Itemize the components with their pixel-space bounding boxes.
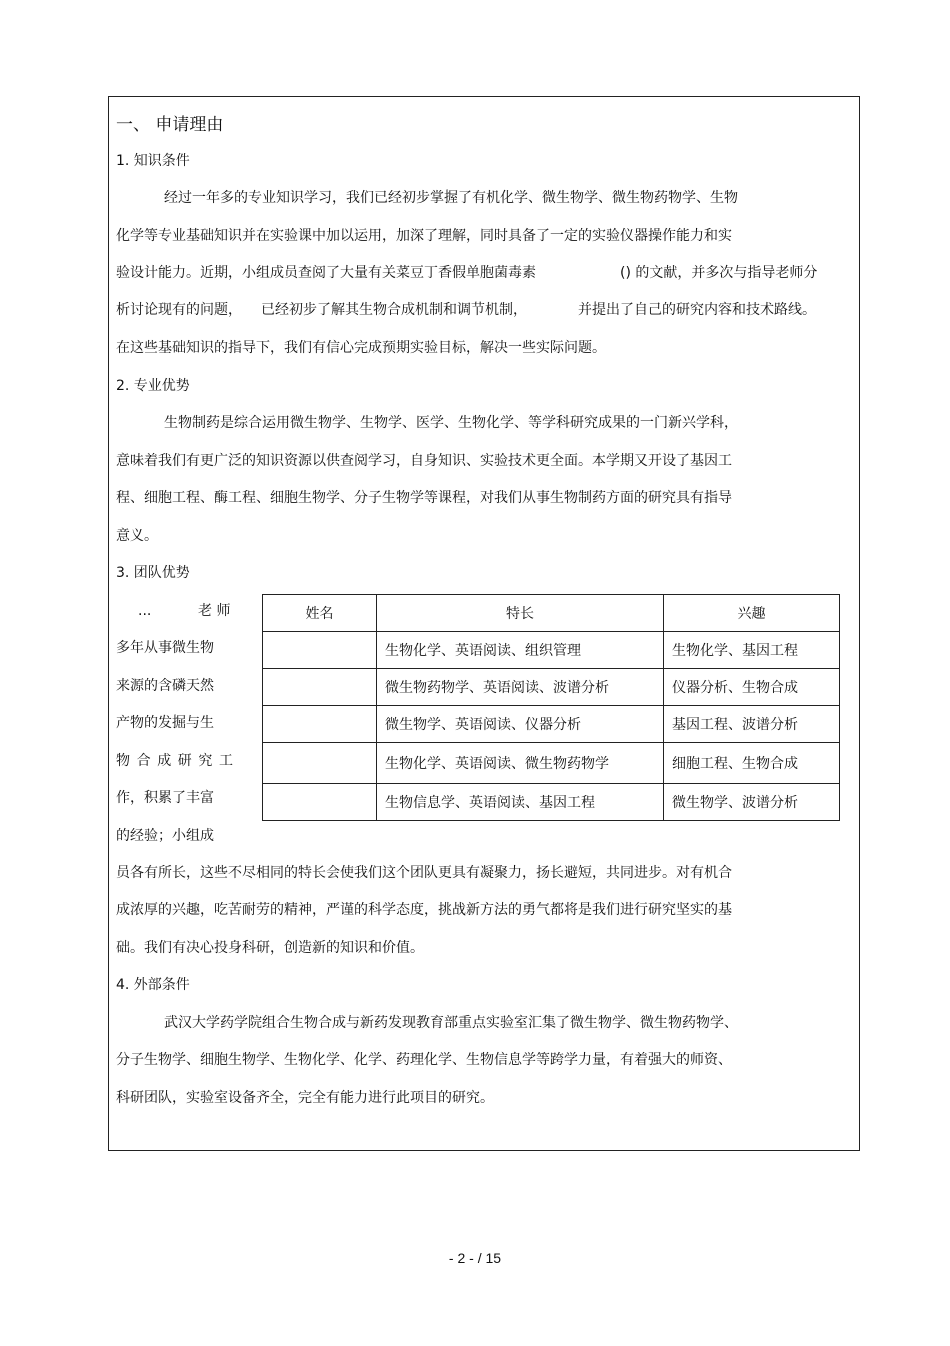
header-name: 姓名 bbox=[263, 595, 377, 632]
s3-side-char: 合 bbox=[136, 753, 151, 769]
cell-interest: 微生物学、波谱分析 bbox=[664, 784, 840, 821]
s3-after-line-3: 础。我们有决心投身科研，创造新的知识和价值。 bbox=[116, 940, 424, 956]
cell-name bbox=[263, 669, 377, 706]
table-row bbox=[263, 706, 840, 743]
cell-interest: 仪器分析、生物合成 bbox=[664, 669, 840, 706]
s3-heading: 3. 团队优势 bbox=[116, 565, 190, 581]
cell-specialty: 微生物药物学、英语阅读、波谱分析 bbox=[377, 669, 664, 706]
table-row bbox=[263, 784, 840, 821]
s1-line-4b: 已经初步了解其生物合成机制和调节机制， bbox=[261, 302, 527, 318]
s3-side-char: 研 bbox=[177, 753, 192, 769]
s1-line-3a: 验设计能力。近期，小组成员查阅了大量有关菜豆丁香假单胞菌毒素 bbox=[116, 265, 536, 281]
table-row bbox=[263, 743, 840, 784]
cell-name bbox=[263, 706, 377, 743]
s2-line-2: 意味着我们有更广泛的知识资源以供查阅学习，自身知识、实验技术更全面。本学期又开设了基因工 bbox=[116, 453, 732, 469]
cell-interest: 细胞工程、生物合成 bbox=[664, 743, 840, 784]
cell-specialty: 生物化学、英语阅读、组织管理 bbox=[377, 632, 664, 669]
s4-line-1: 武汉大学药学院组合生物合成与新药发现教育部重点实验室汇集了微生物学、微生物药物学、 bbox=[164, 1015, 738, 1031]
s4-line-2: 分子生物学、细胞生物学、生物化学、化学、药理化学、生物信息学等跨学力量，有着强大的师资、 bbox=[116, 1052, 732, 1068]
s3-side-line-6: 的经验；小组成 bbox=[116, 828, 214, 844]
s1-line-2: 化学等专业基础知识并在实验课中加以运用，加深了理解，同时具备了一定的实验仪器操作能力和实 bbox=[116, 228, 732, 244]
s3-after-line-1: 员各有所长，这些不尽相同的特长会使我们这个团队更具有凝聚力，扬长避短，共同进步。对有机合 bbox=[116, 865, 732, 881]
cell-name bbox=[263, 743, 377, 784]
s2-heading: 2. 专业优势 bbox=[116, 378, 190, 394]
section-title: 一、 申请理由 bbox=[116, 115, 224, 135]
s3-side-char: 究 bbox=[198, 753, 213, 769]
cell-name bbox=[263, 784, 377, 821]
cell-specialty: 微生物学、英语阅读、仪器分析 bbox=[377, 706, 664, 743]
cell-name bbox=[263, 632, 377, 669]
page-number: - 2 - / 15 bbox=[448, 1250, 502, 1266]
s3-after-line-2: 成浓厚的兴趣，吃苦耐劳的精神，严谨的科学态度，挑战新方法的勇气都将是我们进行研究坚实的基 bbox=[116, 902, 732, 918]
table-row bbox=[263, 632, 840, 669]
s3-side-line-4 bbox=[116, 751, 233, 771]
s3-side-line-1: 多年从事微生物 bbox=[116, 640, 214, 656]
s3-side-char: 物 bbox=[116, 753, 130, 769]
team-table-header bbox=[263, 595, 840, 632]
s1-line-4a: 析讨论现有的问题， bbox=[116, 302, 242, 318]
s1-line-5: 在这些基础知识的指导下，我们有信心完成预期实验目标，解决一些实际问题。 bbox=[116, 340, 606, 356]
team-table bbox=[262, 594, 840, 821]
cell-specialty: 生物化学、英语阅读、微生物药物学 bbox=[377, 743, 664, 784]
s3-side-teacher: 老 师 bbox=[198, 603, 231, 619]
header-specialty: 特长 bbox=[377, 595, 664, 632]
s4-line-3: 科研团队，实验室设备齐全，完全有能力进行此项目的研究。 bbox=[116, 1090, 494, 1106]
s2-line-4: 意义。 bbox=[116, 528, 158, 544]
cell-specialty: 生物信息学、英语阅读、基因工程 bbox=[377, 784, 664, 821]
s1-line-4c: 并提出了自己的研究内容和技术路线。 bbox=[578, 302, 816, 318]
s3-side-ellipsis: ... bbox=[138, 603, 152, 619]
s4-heading: 4. 外部条件 bbox=[116, 977, 190, 993]
s3-side-line-3: 产物的发掘与生 bbox=[116, 715, 214, 731]
s1-line-3b: () 的文献，并多次与指导老师分 bbox=[620, 265, 818, 281]
s2-line-3: 程、细胞工程、酶工程、细胞生物学、分子生物学等课程，对我们从事生物制药方面的研究具有指导 bbox=[116, 490, 732, 506]
table-row bbox=[263, 669, 840, 706]
cell-interest: 基因工程、波谱分析 bbox=[664, 706, 840, 743]
s1-heading: 1. 知识条件 bbox=[116, 153, 190, 169]
s1-line-1: 经过一年多的专业知识学习，我们已经初步掌握了有机化学、微生物学、微生物药物学、生物 bbox=[164, 190, 738, 206]
s2-line-1: 生物制药是综合运用微生物学、生物学、医学、生物化学、等学科研究成果的一门新兴学科， bbox=[164, 415, 738, 431]
header-interest: 兴趣 bbox=[664, 595, 840, 632]
s3-side-char: 成 bbox=[157, 753, 172, 769]
cell-interest: 生物化学、基因工程 bbox=[664, 632, 840, 669]
s3-side-line-2: 来源的含磷天然 bbox=[116, 678, 214, 694]
s3-side-line-5: 作，积累了丰富 bbox=[116, 790, 214, 806]
s3-side-char: 工 bbox=[218, 753, 233, 769]
